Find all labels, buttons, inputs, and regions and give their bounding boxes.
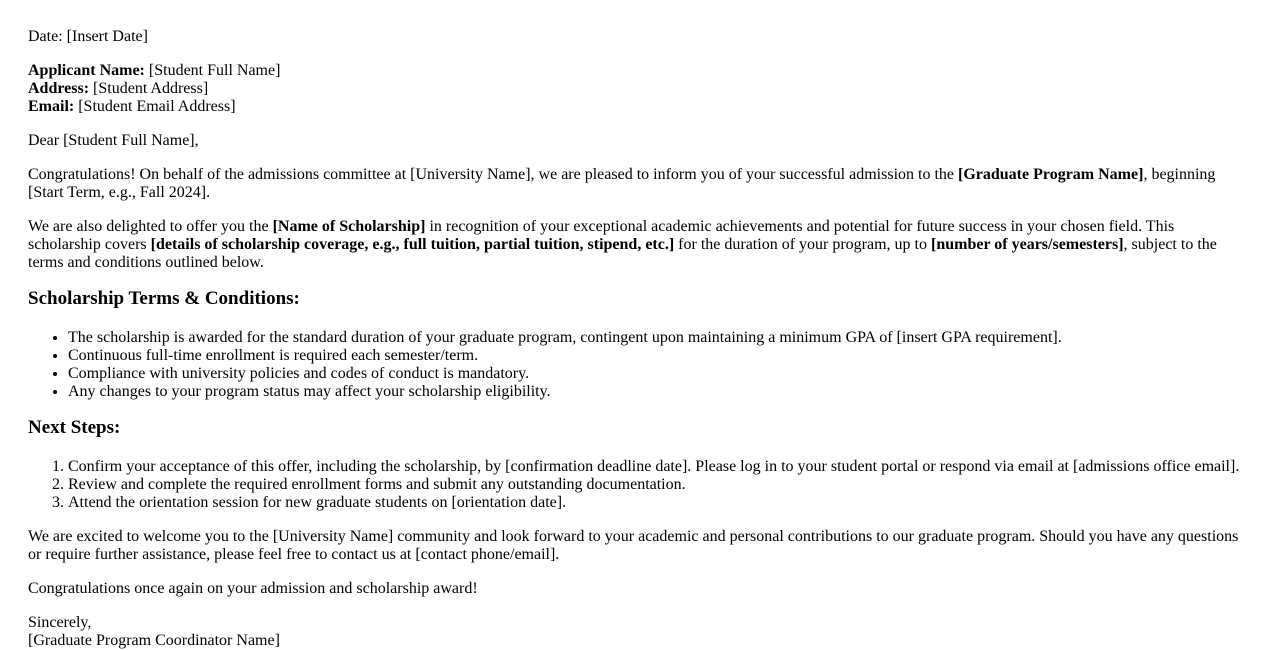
next-steps-list [28,458,1250,512]
signer-name: [Graduate Program Coordinator Name] [28,632,280,649]
admission-paragraph [28,166,1250,202]
terms-item: • Compliance with university policies and codes of conduct is mandatory. [68,365,1250,383]
terms-item: • Continuous full-time enrollment is required each semester/term. [68,347,1250,365]
terms-heading: Scholarship Terms & Conditions: [28,288,300,309]
applicant-address-value: [Student Address] [93,80,209,97]
terms-item: • Any changes to your program status may affect your scholarship eligibility. [68,383,1250,401]
date-value: [Insert Date] [66,28,148,45]
scholarship-text-2: in recognition of your exceptional academic achievements and potential for future success in your chosen field. This scholarship covers [28,218,1175,253]
applicant-block [28,62,1250,116]
next-steps-item: 3. Attend the orientation session for new graduate students on [orientation date]. [68,494,1250,512]
terms-item: • The scholarship is awarded for the standard duration of your graduate program, contingent upon maintaining a minimum GPA of [insert GPA requirement]. [68,329,1250,347]
applicant-name-label: Applicant Name: [28,62,145,79]
scholarship-coverage: [details of scholarship coverage, e.g., full tuition, partial tuition, stipend, etc.] [150,236,675,253]
applicant-email-value: [Student Email Address] [78,98,236,115]
program-name: [Graduate Program Name] [958,166,1144,183]
admission-text-1: Congratulations! On behalf of the admissions committee at [University Name], we are pleased to inform you of your successful admission to the [28,166,958,183]
scholarship-text-4: , subject to the terms and conditions outlined below. [28,236,1217,271]
signature-block [28,614,1250,650]
scholarship-duration: [number of years/semesters] [931,236,1124,253]
date-label: Date: [28,28,63,45]
applicant-address-label: Address: [28,80,90,97]
scholarship-paragraph [28,218,1250,272]
congratulations-line: Congratulations once again on your admission and scholarship award! [28,580,478,597]
scholarship-text-3: for the duration of your program, up to [674,236,931,253]
signoff: Sincerely, [28,614,92,631]
applicant-name-value: [Student Full Name] [148,62,281,79]
next-steps-item: 1. Confirm your acceptance of this offer, including the scholarship, by [confirmation deadline date]. Please log in to your student portal or respond via email at [admissions office email]. [68,458,1250,476]
date-line [28,28,1250,46]
applicant-email-label: Email: [28,98,75,115]
scholarship-text-1: We are also delighted to offer you the [28,218,273,235]
next-steps-item: 2. Review and complete the required enrollment forms and submit any outstanding documentation. [68,476,1250,494]
scholarship-name: [Name of Scholarship] [272,218,426,235]
terms-list [28,329,1250,401]
closing-paragraph: We are excited to welcome you to the [University Name] community and look forward to your academic and personal contributions to our graduate program. Should you have any questions or require further assistance, please feel free to contact us at [contact phone/email]. [28,528,1239,563]
next-steps-heading: Next Steps: [28,417,121,438]
salutation: Dear [Student Full Name], [28,132,199,149]
admission-text-2: , beginning [Start Term, e.g., Fall 2024]. [28,166,1216,201]
